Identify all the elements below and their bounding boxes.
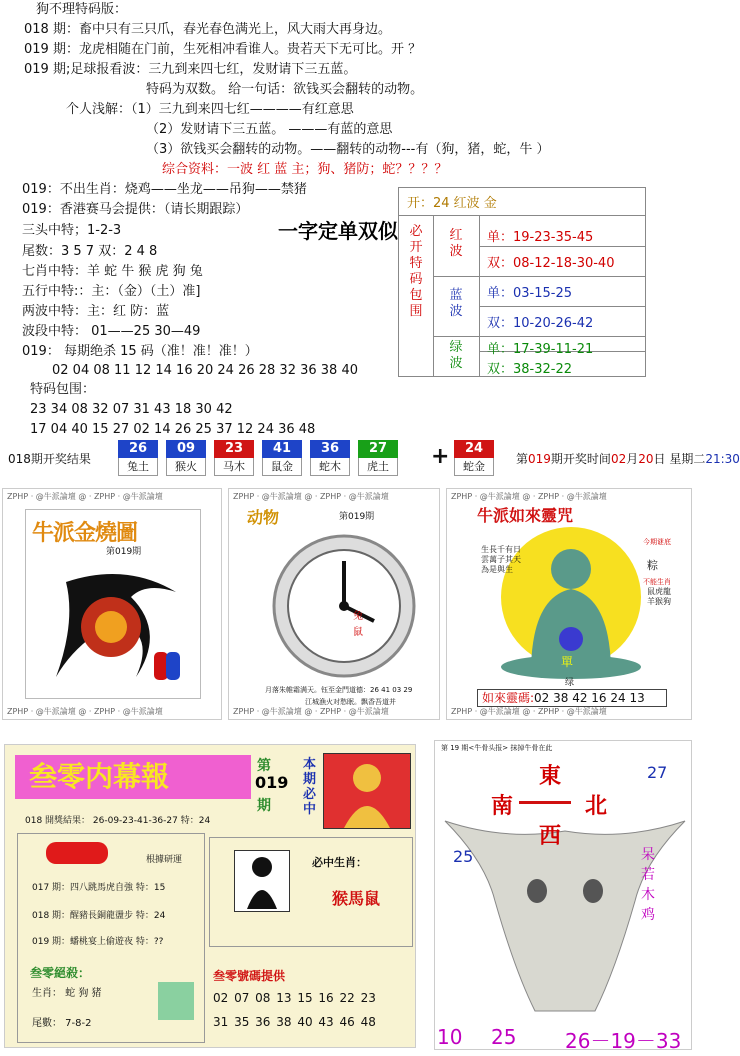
panel2-strip-top: ZPHP · @牛派論壇 @ · ZPHP · @牛派論壇 xyxy=(233,492,389,501)
num-27: 27 xyxy=(647,763,668,782)
dir-north: 北 xyxy=(585,794,608,819)
result-ball xyxy=(454,440,494,476)
line-seven-zodiac: 七肖中特：羊 蛇 牛 猴 虎 狗 兔 xyxy=(22,264,203,279)
panel3-strip-bottom: ZPHP · @牛派論壇 @ · ZPHP · @牛派論壇 xyxy=(451,707,607,716)
blue-odd: 单：03-15-25 xyxy=(487,286,573,301)
clock-char-1: 兔 xyxy=(353,611,363,622)
ball-number: 26 xyxy=(118,440,158,458)
panel4-history-box xyxy=(17,833,205,1043)
green-odd: 单：17-39-11-21 xyxy=(487,342,594,357)
cross-bar xyxy=(519,801,571,804)
panel1-strip-top: ZPHP · @牛派論壇 @ · ZPHP · @牛派論壇 xyxy=(7,492,163,501)
silhouette-picture xyxy=(234,850,290,912)
panel-golden-burn xyxy=(2,488,222,720)
ball-zodiac: 兔土 xyxy=(118,458,158,476)
ball-zodiac: 鼠金 xyxy=(262,458,302,476)
panel3-riddle-label: 今期谜底 xyxy=(643,538,671,546)
ball-zodiac: 蛇木 xyxy=(310,458,350,476)
green-even: 双：38-32-22 xyxy=(487,362,573,377)
ball-zodiac: 马木 xyxy=(214,458,254,476)
killer-zodiac: 生肖： 蛇 狗 猪 xyxy=(32,988,102,999)
panel4-di: 第 xyxy=(257,758,271,774)
line-summary: 综合资料：一波 红 蓝 主；狗、猪防；蛇？？？？ xyxy=(162,162,448,177)
line-019-football: 019 期;足球报看波：三九到来四七红，发财请下三五蓝。 xyxy=(24,62,357,77)
panel5-top-note: 第 19 期<牛骨头报> 抹掉牛骨在此 xyxy=(441,744,553,752)
line-kill-numbers: 02 04 08 11 12 14 16 20 24 26 28 32 36 38 40 xyxy=(52,363,358,378)
ball-number: 36 xyxy=(310,440,350,458)
result-ball xyxy=(358,440,398,476)
line-surround: 特码包围： xyxy=(30,382,96,397)
table-header: 开：24 红波 金 xyxy=(399,188,645,216)
guanyin-icon xyxy=(324,754,410,828)
panel3-strip-top: ZPHP · @牛派論壇 @ · ZPHP · @牛派論壇 xyxy=(451,492,607,501)
ball-zodiac: 猴火 xyxy=(166,458,206,476)
green-wave-label: 绿波 xyxy=(449,340,463,371)
must-open-label: 必开特码包围 xyxy=(409,224,423,319)
panel2-note-1: 月落朱帷霜满天。钰至金門道德：26 41 03 29 xyxy=(265,686,413,694)
num-25: 25 xyxy=(453,847,474,866)
panel3-base-char: 绿 xyxy=(565,678,575,688)
bottom-num-seq: 26－19－33 xyxy=(565,1029,682,1053)
line-note-1: 个人浅解：（1）三九到来四七红————有红意思 xyxy=(66,102,354,117)
must-zodiac-value: 猴馬鼠 xyxy=(332,889,381,908)
ball-number: 41 xyxy=(262,440,302,458)
line-kill: 019： 每期绝杀 15 码（准！准！准！） xyxy=(22,344,258,359)
chicken-badge-icon xyxy=(158,982,194,1020)
line-surround-2: 17 04 40 15 27 02 14 26 25 37 12 24 36 48 xyxy=(30,422,316,437)
line-two-wave: 两波中特：主：红 防：蓝 xyxy=(22,304,170,319)
panel3-riddle-char: 粽 xyxy=(647,559,658,572)
bottom-num-10: 10 xyxy=(437,1025,463,1049)
panel1-title: 牛派金燒圖 xyxy=(32,521,138,546)
blue-even: 双：10-20-26-42 xyxy=(487,316,594,331)
line-note-2: （2）发财请下三五蓝。 ———有蓝的意思 xyxy=(146,122,393,137)
next-draw-time: 第019期开奖时间02月20日 星期二21:30 xyxy=(516,452,740,466)
panel3-no-zodiac-list: 鼠虎龍羊猴狗 xyxy=(647,587,671,606)
fire-swirl-icon xyxy=(36,552,192,692)
line-five-element: 五行中特:：主：（金）（土）准] xyxy=(22,284,201,299)
panel2-strip-bottom: ZPHP · @牛派論壇 @ · ZPHP · @牛派論壇 xyxy=(233,707,389,716)
panel-thirty-zero-report xyxy=(4,744,416,1048)
ball-number: 09 xyxy=(166,440,206,458)
panel1-strip-bottom: ZPHP · @牛派論壇 @ · ZPHP · @牛派論壇 xyxy=(7,707,163,716)
line-hk-jockey: 019：香港赛马会提供：（请长期跟踪） xyxy=(22,202,249,217)
dir-south: 南 xyxy=(491,794,514,819)
result-ball xyxy=(310,440,350,476)
blue-wave-label: 蓝波 xyxy=(449,288,463,319)
panel4-must-win: 本期必中 xyxy=(303,757,317,817)
doc-title: 狗不理特码版： xyxy=(36,2,128,17)
panel3-chest-char: 單 xyxy=(561,655,574,669)
line-no-zodiac: 019：不出生肖：烧鸡——坐龙——吊狗——禁猪 xyxy=(22,182,307,197)
line-note-3: （3）欲钱买会翻转的动物。——翻转的动物---有（狗，猪，蛇，牛 ） xyxy=(146,142,550,157)
history-017: 017 期：四八跳馬虎自強 特：15 xyxy=(32,883,166,893)
code-title: 叁零號碼提供 xyxy=(213,969,286,983)
line-tail: 尾数：3 5 7 双：2 4 8 xyxy=(22,244,158,259)
codes-row-1: 02 07 08 13 15 16 22 23 xyxy=(213,991,376,1005)
panel1-period: 第019期 xyxy=(106,547,142,557)
history-019: 019 期：蟠桃宴上偷遊夜 特：?? xyxy=(32,937,164,947)
panel2-title: 动物 xyxy=(247,508,280,527)
ball-zodiac: 蛇金 xyxy=(454,458,494,476)
single-double-hint: 一字定单双似 xyxy=(278,219,398,243)
prediction-table xyxy=(398,187,646,377)
red-odd: 单：19-23-35-45 xyxy=(487,230,594,245)
red-even: 双：08-12-18-30-40 xyxy=(487,256,615,271)
dir-west: 西 xyxy=(539,824,562,849)
must-zodiac-label: 必中生肖： xyxy=(312,856,367,869)
ball-number: 24 xyxy=(454,440,494,458)
clock-char-2: 鼠 xyxy=(353,627,363,638)
panel4-title: 叁零内幕報 xyxy=(15,755,251,799)
idiom-vertical: 呆若木鸡 xyxy=(641,847,655,923)
dir-east: 東 xyxy=(539,764,562,789)
codes-row-2: 31 35 36 38 40 43 46 48 xyxy=(213,1015,376,1029)
panel2-note-2: 江城漁火对愁眠。飘香吾道并 xyxy=(305,698,396,706)
silhouette-icon xyxy=(235,851,289,911)
results-label: 018期开奖结果 xyxy=(8,452,91,466)
killer-title: 叁零絕殺： xyxy=(30,966,91,980)
ball-number: 27 xyxy=(358,440,398,458)
panel-bull-skull xyxy=(434,740,692,1053)
ball-number: 23 xyxy=(214,440,254,458)
panel4-must-box xyxy=(209,837,413,947)
panel-animal-clock xyxy=(228,488,440,720)
line-surround-1: 23 34 08 32 07 31 43 18 30 42 xyxy=(30,402,233,417)
result-ball xyxy=(118,440,158,476)
panel-buddha-spell xyxy=(446,488,692,720)
plus-sign: + xyxy=(431,444,450,469)
red-wave-label: 红波 xyxy=(449,228,463,259)
panel4-period: 019 xyxy=(255,773,289,792)
zodiac-clock-icon xyxy=(269,531,419,681)
line-head: 三头中特；1-2-3 xyxy=(22,223,122,238)
panel3-title: 牛派如來靈咒 xyxy=(477,506,574,525)
panel4-result: 018 開獎結果： 26-09-23-41-36-27 特：24 xyxy=(25,816,211,826)
line-wave-band: 波段中特： 01——25 30—49 xyxy=(22,324,201,339)
panel3-poem: 生長千有日雲萬子其天為是與生 xyxy=(481,545,521,574)
top-text-block xyxy=(0,0,736,180)
bottom-num-25: 25 xyxy=(491,1025,517,1049)
panel4-follow: 根據研運 xyxy=(146,855,183,865)
ball-zodiac: 虎土 xyxy=(358,458,398,476)
panel1-frame xyxy=(25,509,201,699)
killer-tail: 尾數： 7-8-2 xyxy=(32,1018,92,1029)
guanyin-picture xyxy=(323,753,411,829)
line-018-riddle: 018 期：畜中只有三只爪，春光春色满光上，风大雨大再身边。 xyxy=(24,22,391,37)
panel4-qi: 期 xyxy=(257,798,271,814)
history-badge xyxy=(46,842,108,864)
panel2-period: 第019期 xyxy=(339,512,375,522)
panel3-no-zodiac-label: 不能生肖 xyxy=(643,578,671,586)
result-ball xyxy=(166,440,206,476)
line-019-riddle: 019 期：龙虎相随在门前，生死相冲看谁人。贵若天下无可比。开 ？ xyxy=(24,42,422,57)
result-ball xyxy=(214,440,254,476)
history-018: 018 期：醒豬長銅龍盪步 特：24 xyxy=(32,911,166,921)
buddha-code-box: 如來靈碼:02 38 42 16 24 13 xyxy=(477,689,667,707)
result-ball xyxy=(262,440,302,476)
line-even: 特码为双数。 给一句话：欲钱买会翻转的动物。 xyxy=(146,82,424,97)
